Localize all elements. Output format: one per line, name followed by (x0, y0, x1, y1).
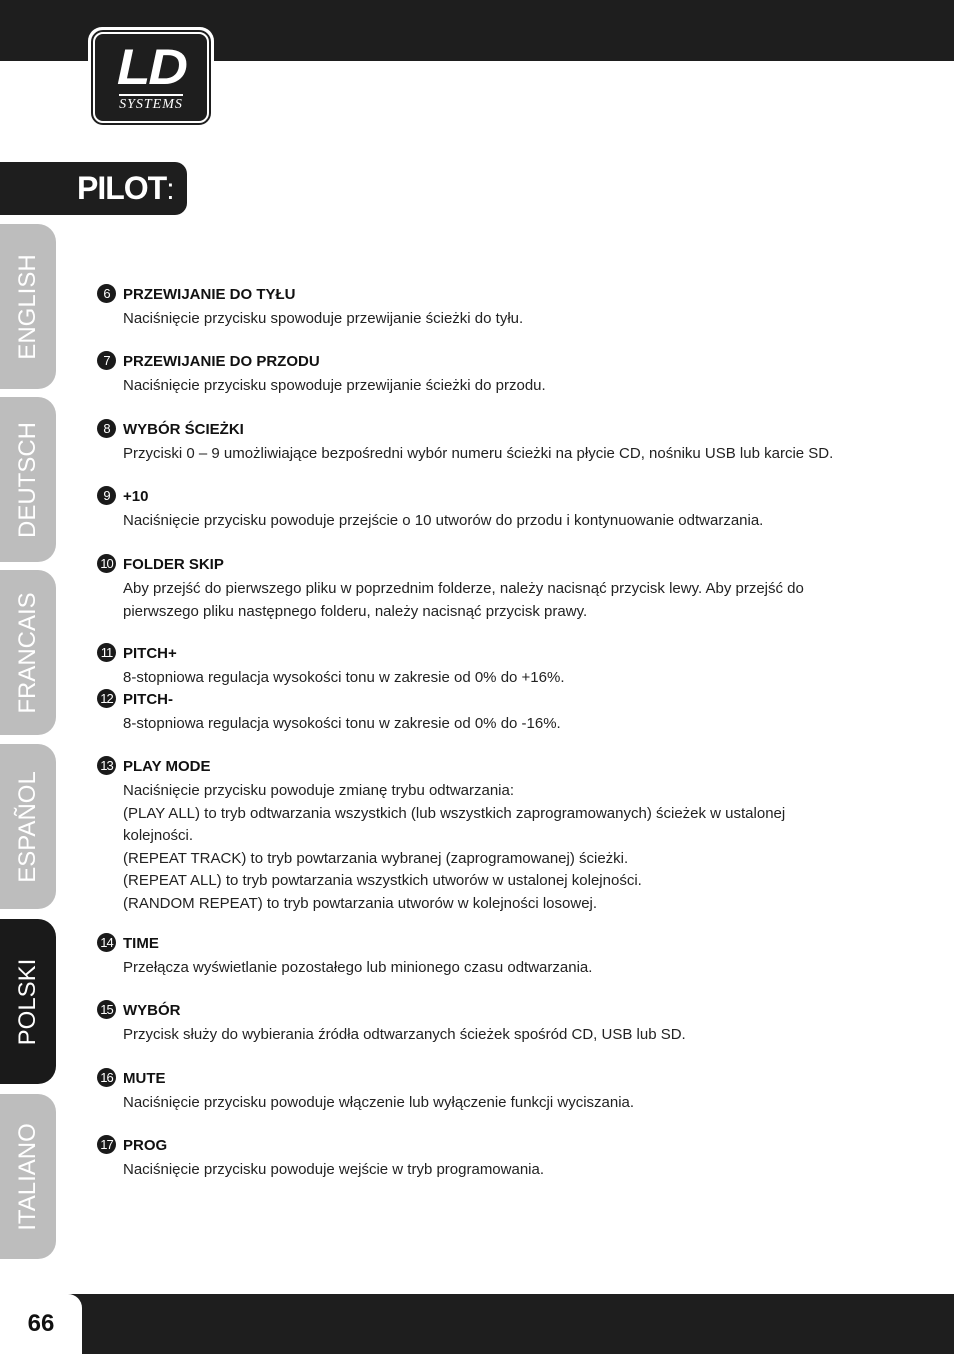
item-title: TIME (123, 935, 159, 952)
item-description (123, 780, 857, 915)
item-text-line: (REPEAT ALL) to tryb powtarzania wszystkich utworów w ustalonej kolejności. (123, 872, 642, 889)
item-number-badge: 9 (97, 486, 116, 505)
item-description (123, 510, 857, 533)
item-description (123, 308, 857, 331)
tab-italiano-label: ITALIANO (14, 1122, 41, 1231)
item-description (123, 1159, 857, 1182)
item-description (123, 443, 857, 466)
item-title: FOLDER SKIP (123, 556, 224, 573)
item-title: PROG (123, 1137, 168, 1154)
item-description (123, 375, 857, 398)
item-text-line: (PLAY ALL) to tryb odtwarzania wszystkich (lub wszystkich zaprogramowanych) ścieżek w ustalonej (123, 804, 786, 822)
item-text-line: 8-stopniowa regulacja wysokości tonu w zakresie od 0% do -16%. (123, 715, 561, 732)
item-text-line: (RANDOM REPEAT) to tryb powtarzania utworów w kolejności losowej. (123, 894, 598, 912)
item-number-badge: 8 (97, 419, 116, 438)
item-text-line: Naciśnięcie przycisku powoduje włączenie lub wyłączenie funkcji wyciszania. (123, 1094, 635, 1111)
section-title-text: PILOT (77, 170, 167, 206)
tab-italiano[interactable] (0, 1094, 56, 1259)
item-description (123, 1092, 857, 1115)
item-number-badge: 14 (97, 933, 116, 952)
tab-espanol[interactable] (0, 744, 56, 909)
item-text-line: Przełącza wyświetlanie pozostałego lub minionego czasu odtwarzania. (123, 959, 593, 976)
item-title: PITCH- (123, 691, 173, 708)
item-text-line: Naciśnięcie przycisku spowoduje przewijanie ścieżki do przodu. (123, 377, 546, 394)
item-description (123, 578, 857, 623)
item-number-badge: 10 (97, 554, 116, 573)
page-number: 66 (0, 1294, 82, 1354)
item-text-line: kolejności. (123, 827, 194, 844)
item-text-line: (REPEAT TRACK) to tryb powtarzania wybranej (zaprogramowanej) ścieżki. (123, 849, 629, 867)
item-description (123, 713, 857, 736)
tab-english-label: ENGLISH (14, 253, 41, 360)
item-number-badge: 7 (97, 351, 116, 370)
item-title: +10 (123, 488, 149, 505)
tab-espanol-label: ESPAÑOL (14, 770, 41, 883)
item-title: WYBÓR (123, 1002, 181, 1019)
item-number-badge: 6 (97, 284, 116, 303)
item-text-line: Naciśnięcie przycisku spowoduje przewijanie ścieżki do tyłu. (123, 310, 524, 327)
item-number-badge: 12 (97, 689, 116, 708)
logo-systems-text: SYSTEMS (119, 94, 183, 113)
logo-badge (93, 32, 209, 123)
item-text-line: Przyciski 0 – 9 umożliwiające bezpośredni wybór numeru ścieżki na płycie CD, nośniku USB lub karcie SD. (123, 445, 834, 462)
tab-deutsch-label: DEUTSCH (14, 421, 41, 538)
item-text-line: Naciśnięcie przycisku powoduje wejście w tryb programowania. (123, 1161, 545, 1178)
logo-ld-text: LD (116, 39, 186, 95)
item-text-line: Naciśnięcie przycisku powoduje przejście o 10 utworów do przodu i kontynuowanie odtwarzania. (123, 512, 764, 529)
section-title-box (0, 162, 187, 215)
item-title: MUTE (123, 1070, 166, 1087)
item-description (123, 667, 857, 690)
item-description (123, 1024, 857, 1047)
ld-systems-logo (88, 27, 214, 128)
item-number-badge: 15 (97, 1000, 116, 1019)
tab-polski[interactable] (0, 919, 56, 1084)
item-number-badge: 16 (97, 1068, 116, 1087)
item-title: PRZEWIJANIE DO TYŁU (123, 286, 296, 303)
bottom-bar (0, 1294, 954, 1354)
item-text-line: Naciśnięcie przycisku powoduje zmianę trybu odtwarzania: (123, 782, 515, 799)
tab-francais-label: FRANCAIS (14, 591, 41, 714)
tab-francais[interactable] (0, 570, 56, 735)
tab-deutsch[interactable] (0, 397, 56, 562)
tab-polski-label: POLSKI (14, 958, 41, 1045)
item-text-line: Przycisk służy do wybierania źródła odtwarzanych ścieżek spośród CD, USB lub SD. (123, 1026, 686, 1043)
item-title: PLAY MODE (123, 758, 211, 775)
item-text-line: pierwszego pliku następnego folderu, należy nacisnąć przycisk prawy. (123, 602, 588, 620)
item-title: PITCH+ (123, 645, 177, 662)
tab-english[interactable] (0, 224, 56, 389)
section-title-colon: : (166, 173, 174, 206)
item-number-badge: 17 (97, 1135, 116, 1154)
item-text-line: Aby przejść do pierwszego pliku w poprzednim folderze, należy nacisnąć przycisk lewy. Aby przejść do (123, 580, 804, 597)
item-title: WYBÓR ŚCIEŻKI (123, 421, 244, 438)
item-number-badge: 11 (97, 643, 116, 662)
item-text-line: 8-stopniowa regulacja wysokości tonu w zakresie od 0% do +16%. (123, 669, 565, 686)
section-title (77, 170, 174, 207)
item-description (123, 957, 857, 980)
item-title: PRZEWIJANIE DO PRZODU (123, 353, 320, 370)
item-number-badge: 13 (97, 756, 116, 775)
